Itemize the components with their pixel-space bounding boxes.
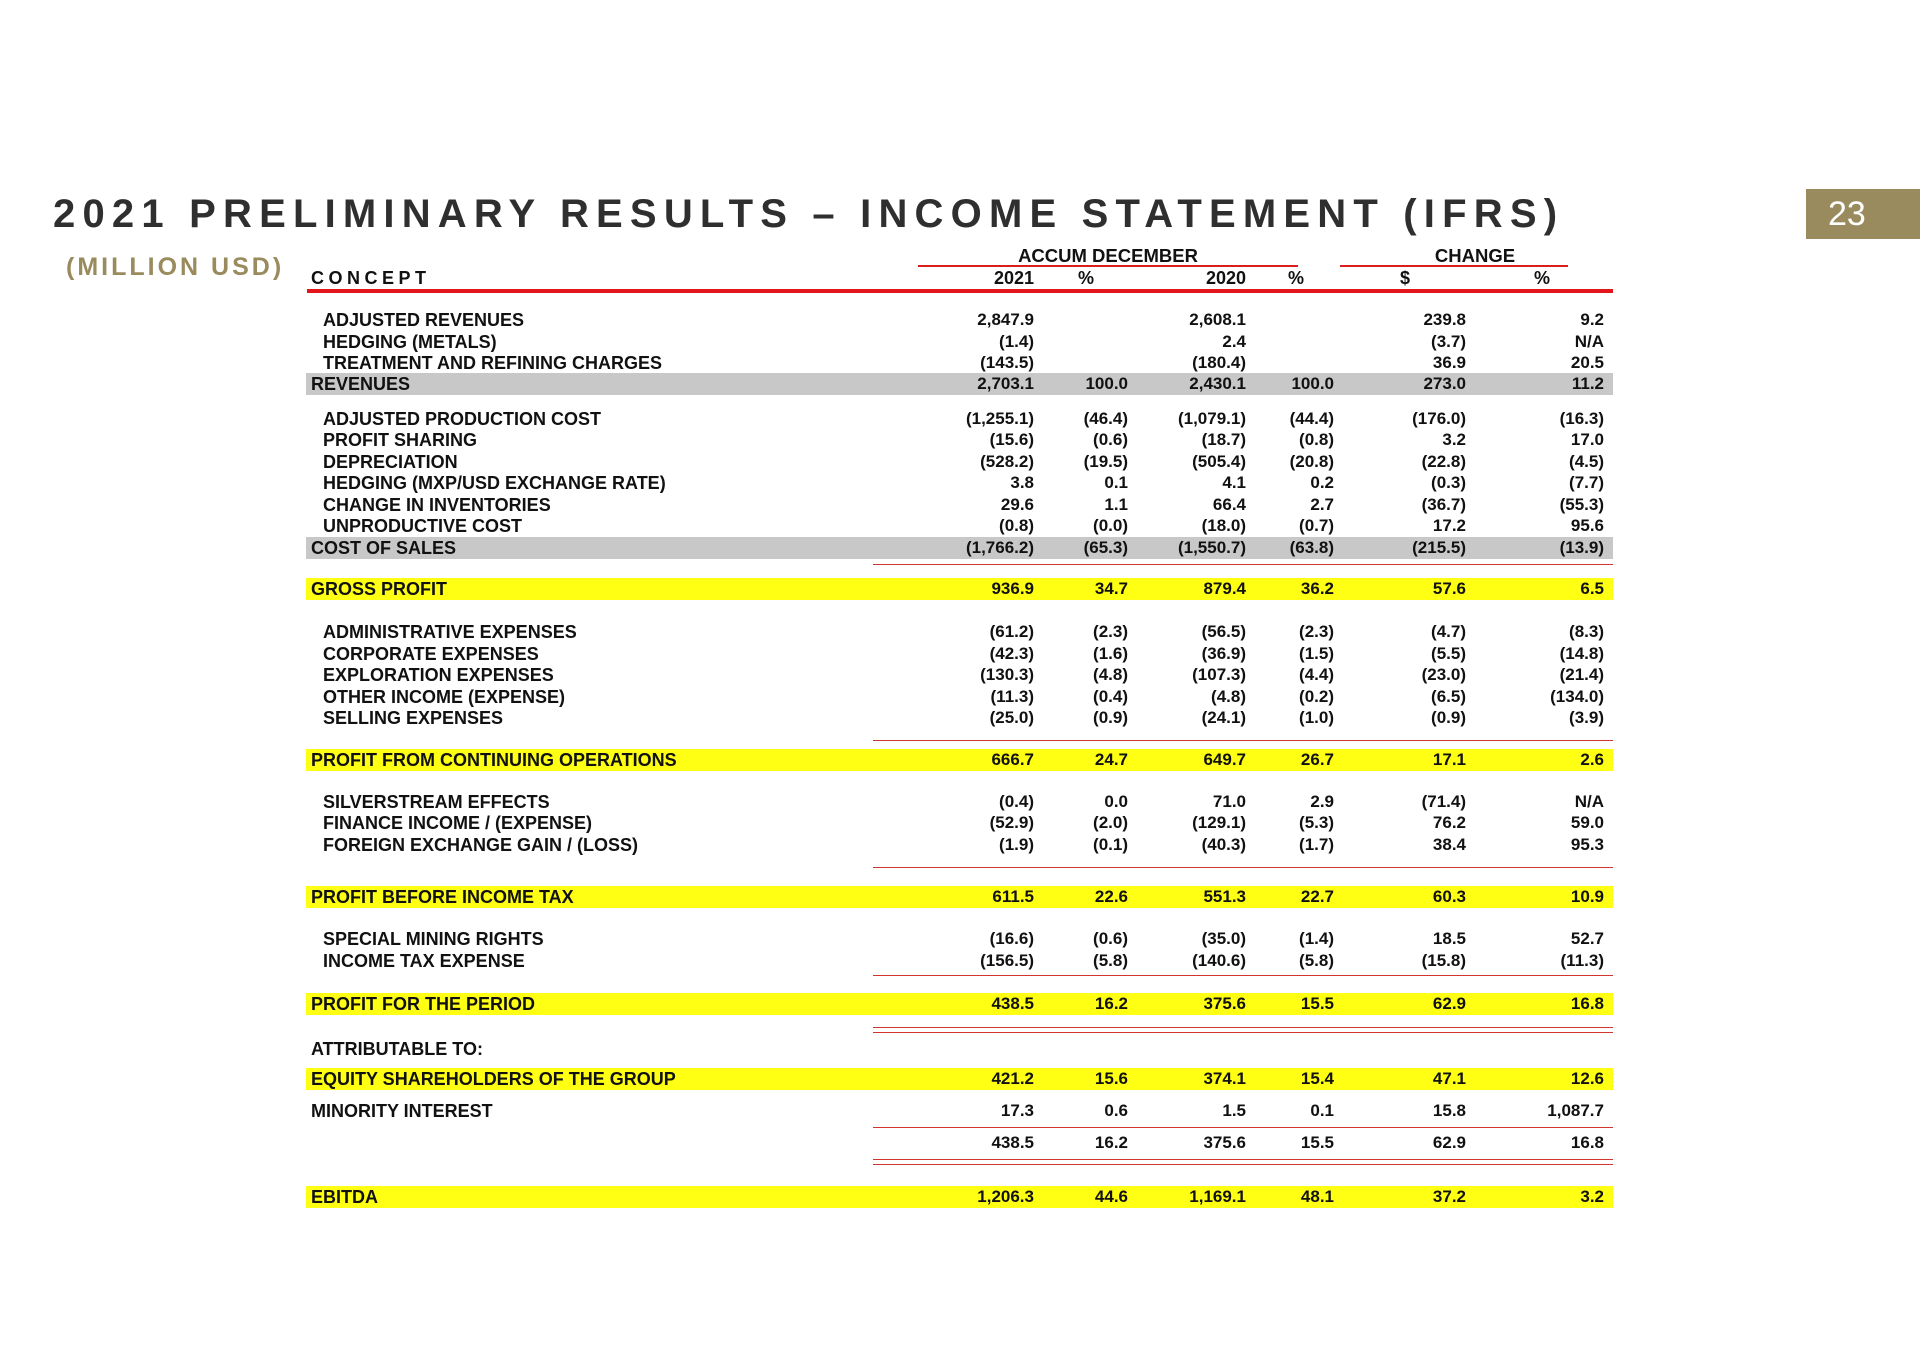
- row-label: ADMINISTRATIVE EXPENSES: [323, 622, 577, 642]
- cell-value: (3.9): [1569, 708, 1604, 727]
- cell-value: N/A: [1574, 332, 1604, 351]
- cell-value: (1.9): [999, 835, 1034, 854]
- cell-value: (1,255.1): [965, 409, 1034, 428]
- cell-value: (19.5): [1083, 452, 1128, 471]
- cell-value: (0.8): [999, 516, 1034, 535]
- cell-value: (129.1): [1192, 813, 1246, 832]
- cell-value: (56.5): [1201, 622, 1246, 641]
- cell-value: (176.0): [1412, 409, 1466, 428]
- table-row-income-tax-expense: [0, 950, 1920, 972]
- cell-value: 239.8: [1423, 310, 1466, 329]
- row-label: SILVERSTREAM EFFECTS: [323, 792, 550, 812]
- table-row-equity-shareholders-of-the-group: [0, 1068, 1920, 1090]
- col-header-2020: 2020: [1205, 268, 1246, 288]
- cell-value: 421.2: [991, 1069, 1034, 1088]
- cell-value: (18.0): [1201, 516, 1246, 535]
- cell-value: (1.4): [1299, 929, 1334, 948]
- cell-value: 17.2: [1432, 516, 1466, 535]
- cell-value: (15.6): [989, 430, 1034, 449]
- cell-value: (156.5): [980, 951, 1034, 970]
- cell-value: (505.4): [1192, 452, 1246, 471]
- table-row-exploration-expenses: [0, 664, 1920, 686]
- cell-value: (14.8): [1559, 644, 1604, 663]
- cell-value: (0.3): [1431, 473, 1466, 492]
- cell-value: 3.8: [1010, 473, 1034, 492]
- cell-value: (3.7): [1431, 332, 1466, 351]
- cell-value: (4.5): [1569, 452, 1604, 471]
- cell-value: (46.4): [1083, 409, 1128, 428]
- cell-value: 273.0: [1423, 374, 1466, 393]
- accum-header-underline: [918, 265, 1298, 267]
- cell-value: (0.0): [1093, 516, 1128, 535]
- cell-value: (1,766.2): [965, 538, 1034, 557]
- separator-line: [873, 1127, 1613, 1128]
- cell-value: (0.7): [1299, 516, 1334, 535]
- cell-value: 0.2: [1310, 473, 1334, 492]
- table-row-cost-of-sales: [0, 537, 1920, 559]
- cell-value: (0.8): [1299, 430, 1334, 449]
- separator-line: [873, 1032, 1613, 1033]
- cell-value: 15.5: [1300, 1133, 1334, 1152]
- cell-value: (0.1): [1093, 835, 1128, 854]
- table-row-special-mining-rights: [0, 928, 1920, 950]
- cell-value: 438.5: [991, 1133, 1034, 1152]
- cell-value: 1,169.1: [1189, 1187, 1246, 1206]
- cell-value: 10.9: [1570, 887, 1604, 906]
- cell-value: 2,608.1: [1189, 310, 1246, 329]
- cell-value: (55.3): [1559, 495, 1604, 514]
- cell-value: (0.4): [999, 792, 1034, 811]
- cell-value: 37.2: [1432, 1187, 1466, 1206]
- cell-value: (0.6): [1093, 929, 1128, 948]
- row-label: PROFIT FOR THE PERIOD: [311, 994, 536, 1014]
- cell-value: 47.1: [1432, 1069, 1466, 1088]
- cell-value: 2.6: [1580, 750, 1604, 769]
- cell-value: 3.2: [1580, 1187, 1604, 1206]
- cell-value: 438.5: [991, 994, 1034, 1013]
- cell-value: 551.3: [1203, 887, 1246, 906]
- cell-value: (52.9): [989, 813, 1034, 832]
- cell-value: (71.4): [1421, 792, 1466, 811]
- table-row-profit-sharing: [0, 429, 1920, 451]
- table-row-depreciation: [0, 451, 1920, 473]
- cell-value: 1.1: [1104, 495, 1128, 514]
- cell-value: 38.4: [1432, 835, 1466, 854]
- cell-value: (22.8): [1421, 452, 1466, 471]
- cell-value: 374.1: [1203, 1069, 1246, 1088]
- cell-value: (1.6): [1093, 644, 1128, 663]
- cell-value: (1.0): [1299, 708, 1334, 727]
- cell-value: (2.3): [1093, 622, 1128, 641]
- cell-value: (6.5): [1431, 687, 1466, 706]
- cell-value: 2.9: [1310, 792, 1334, 811]
- cell-value: 15.5: [1300, 994, 1334, 1013]
- cell-value: 44.6: [1094, 1187, 1128, 1206]
- cell-value: (16.6): [989, 929, 1034, 948]
- page-title: 2021 PRELIMINARY RESULTS – INCOME STATEMENT (IFRS): [53, 192, 1565, 236]
- table-row-treatment-and-refining-charges: [0, 352, 1920, 374]
- cell-value: 15.4: [1300, 1069, 1334, 1088]
- row-label: CHANGE IN INVENTORIES: [323, 495, 551, 515]
- separator-line: [873, 1164, 1613, 1165]
- cell-value: (5.8): [1299, 951, 1334, 970]
- cell-value: (61.2): [989, 622, 1034, 641]
- page-number-badge: 23: [1806, 189, 1920, 239]
- cell-value: (36.9): [1201, 644, 1246, 663]
- cell-value: 879.4: [1203, 579, 1246, 598]
- cell-value: 17.3: [1000, 1101, 1034, 1120]
- cell-value: 16.2: [1094, 1133, 1128, 1152]
- row-label: SPECIAL MINING RIGHTS: [323, 929, 544, 949]
- cell-value: (215.5): [1412, 538, 1466, 557]
- cell-value: 71.0: [1212, 792, 1246, 811]
- cell-value: 2,430.1: [1189, 374, 1246, 393]
- cell-value: 76.2: [1432, 813, 1466, 832]
- cell-value: (18.7): [1201, 430, 1246, 449]
- row-label: MINORITY INTEREST: [311, 1101, 493, 1121]
- col-header-pct-2020: %: [1287, 268, 1304, 288]
- cell-value: (0.9): [1093, 708, 1128, 727]
- cell-value: 4.1: [1222, 473, 1246, 492]
- table-row-change-in-inventories: [0, 494, 1920, 516]
- cell-value: (11.3): [1560, 951, 1604, 970]
- separator-line: [873, 1159, 1613, 1160]
- cell-value: (107.3): [1192, 665, 1246, 684]
- cell-value: (5.3): [1299, 813, 1334, 832]
- row-label: INCOME TAX EXPENSE: [323, 951, 525, 971]
- row-label: HEDGING (METALS): [323, 332, 497, 352]
- cell-value: 1,206.3: [977, 1187, 1034, 1206]
- cell-value: (16.3): [1559, 409, 1604, 428]
- row-label: REVENUES: [311, 374, 411, 394]
- cell-value: (143.5): [980, 353, 1034, 372]
- cell-value: 375.6: [1203, 994, 1246, 1013]
- accum-december-header: ACCUM DECEMBER: [1018, 245, 1198, 266]
- cell-value: 24.7: [1094, 750, 1128, 769]
- cell-value: 18.5: [1432, 929, 1466, 948]
- cell-value: (5.8): [1093, 951, 1128, 970]
- cell-value: (2.3): [1299, 622, 1334, 641]
- cell-value: (11.3): [990, 687, 1034, 706]
- cell-value: 52.7: [1570, 929, 1604, 948]
- table-row-adjusted-revenues: [0, 309, 1920, 331]
- table-row-profit-from-continuing-operations: [0, 749, 1920, 771]
- table-row-attributable-to: [0, 1038, 1920, 1060]
- table-row-finance-income-expense: [0, 812, 1920, 834]
- table-row-foreign-exchange-gain-loss: [0, 834, 1920, 856]
- cell-value: (1.4): [999, 332, 1034, 351]
- cell-value: 11.2: [1571, 374, 1604, 393]
- cell-value: 0.6: [1104, 1101, 1128, 1120]
- row-label: EQUITY SHAREHOLDERS OF THE GROUP: [311, 1069, 676, 1089]
- cell-value: (20.8): [1289, 452, 1334, 471]
- table-row-hedging-mxp-usd-exchange-rate: [0, 472, 1920, 494]
- cell-value: (4.7): [1431, 622, 1466, 641]
- cell-value: 0.0: [1104, 792, 1128, 811]
- cell-value: 2.7: [1310, 495, 1334, 514]
- cell-value: 34.7: [1094, 579, 1128, 598]
- cell-value: 59.0: [1570, 813, 1604, 832]
- cell-value: 12.6: [1570, 1069, 1604, 1088]
- table-row-silverstream-effects: [0, 791, 1920, 813]
- row-label: UNPRODUCTIVE COST: [323, 516, 523, 536]
- cell-value: (1.7): [1299, 835, 1334, 854]
- cell-value: (1.5): [1299, 644, 1334, 663]
- cell-value: 1,087.7: [1547, 1101, 1604, 1120]
- separator-line: [873, 564, 1613, 565]
- cell-value: 100.0: [1085, 374, 1128, 393]
- cell-value: (0.9): [1431, 708, 1466, 727]
- row-label: PROFIT FROM CONTINUING OPERATIONS: [311, 750, 677, 770]
- cell-value: 100.0: [1291, 374, 1334, 393]
- cell-value: 15.6: [1094, 1069, 1128, 1088]
- cell-value: 36.9: [1432, 353, 1466, 372]
- cell-value: 36.2: [1300, 579, 1334, 598]
- cell-value: (35.0): [1201, 929, 1246, 948]
- col-header-change-usd: $: [1399, 268, 1410, 288]
- cell-value: 15.8: [1432, 1101, 1466, 1120]
- cell-value: (21.4): [1559, 665, 1604, 684]
- cell-value: (0.6): [1093, 430, 1128, 449]
- cell-value: 20.5: [1570, 353, 1604, 372]
- separator-line: [873, 1027, 1613, 1028]
- row-label: SELLING EXPENSES: [323, 708, 504, 728]
- header-red-rule: [307, 289, 1613, 293]
- cell-value: (140.6): [1192, 951, 1246, 970]
- cell-value: (42.3): [989, 644, 1034, 663]
- cell-value: (4.4): [1299, 665, 1334, 684]
- cell-value: (23.0): [1421, 665, 1466, 684]
- table-row-revenues: [0, 373, 1920, 395]
- separator-line: [873, 975, 1613, 976]
- cell-value: (4.8): [1093, 665, 1128, 684]
- cell-value: (44.4): [1289, 409, 1334, 428]
- cell-value: 1.5: [1222, 1101, 1246, 1120]
- cell-value: (134.0): [1550, 687, 1604, 706]
- row-label: GROSS PROFIT: [311, 579, 448, 599]
- cell-value: (5.5): [1431, 644, 1466, 663]
- row-label: FINANCE INCOME / (EXPENSE): [323, 813, 593, 833]
- cell-value: 17.1: [1432, 750, 1466, 769]
- cell-value: (130.3): [980, 665, 1034, 684]
- row-label: DEPRECIATION: [323, 452, 458, 472]
- table-row-profit-for-the-period: [0, 993, 1920, 1015]
- row-label: ADJUSTED REVENUES: [323, 310, 525, 330]
- cell-value: 666.7: [991, 750, 1034, 769]
- cell-value: 22.6: [1094, 887, 1128, 906]
- cell-value: 95.3: [1570, 835, 1604, 854]
- row-label: EXPLORATION EXPENSES: [323, 665, 554, 685]
- row-label: FOREIGN EXCHANGE GAIN / (LOSS): [323, 835, 639, 855]
- col-header-2021: 2021: [993, 268, 1034, 288]
- cell-value: (0.4): [1093, 687, 1128, 706]
- cell-value: 936.9: [991, 579, 1034, 598]
- cell-value: (8.3): [1569, 622, 1604, 641]
- cell-value: 29.6: [1000, 495, 1034, 514]
- row-label: PROFIT BEFORE INCOME TAX: [311, 887, 574, 907]
- table-row-minority-interest: [0, 1100, 1920, 1122]
- cell-value: (13.9): [1559, 538, 1604, 557]
- row-label: ATTRIBUTABLE TO:: [311, 1039, 483, 1059]
- cell-value: 649.7: [1203, 750, 1246, 769]
- cell-value: 2,703.1: [977, 374, 1034, 393]
- cell-value: (65.3): [1083, 538, 1128, 557]
- cell-value: 48.1: [1300, 1187, 1334, 1206]
- table-row-total: [0, 1132, 1920, 1154]
- cell-value: 16.8: [1570, 994, 1604, 1013]
- cell-value: (36.7): [1421, 495, 1466, 514]
- cell-value: (24.1): [1201, 708, 1246, 727]
- table-row-hedging-metals: [0, 331, 1920, 353]
- row-label: OTHER INCOME (EXPENSE): [323, 687, 566, 707]
- cell-value: 17.0: [1570, 430, 1604, 449]
- cell-value: (1,079.1): [1177, 409, 1246, 428]
- col-header-change-pct: %: [1533, 268, 1550, 288]
- cell-value: N/A: [1574, 792, 1604, 811]
- separator-line: [873, 740, 1613, 741]
- table-row-corporate-expenses: [0, 643, 1920, 665]
- cell-value: 57.6: [1432, 579, 1466, 598]
- cell-value: 0.1: [1104, 473, 1128, 492]
- table-row-selling-expenses: [0, 707, 1920, 729]
- cell-value: 9.2: [1580, 310, 1604, 329]
- table-row-administrative-expenses: [0, 621, 1920, 643]
- row-label: CORPORATE EXPENSES: [323, 644, 539, 664]
- cell-value: (528.2): [980, 452, 1034, 471]
- cell-value: (1,550.7): [1177, 538, 1246, 557]
- cell-value: 0.1: [1310, 1101, 1334, 1120]
- cell-value: 375.6: [1203, 1133, 1246, 1152]
- cell-value: 2.4: [1222, 332, 1246, 351]
- cell-value: (4.8): [1211, 687, 1246, 706]
- row-label: HEDGING (MXP/USD EXCHANGE RATE): [323, 473, 666, 493]
- cell-value: (40.3): [1201, 835, 1246, 854]
- change-header-underline: [1340, 265, 1568, 267]
- cell-value: 611.5: [992, 887, 1034, 906]
- cell-value: 60.3: [1432, 887, 1466, 906]
- separator-line: [873, 867, 1613, 868]
- cell-value: 16.8: [1570, 1133, 1604, 1152]
- cell-value: 26.7: [1300, 750, 1334, 769]
- cell-value: (7.7): [1569, 473, 1604, 492]
- cell-value: 62.9: [1432, 1133, 1466, 1152]
- page-subtitle: (MILLION USD): [66, 253, 285, 281]
- cell-value: (2.0): [1093, 813, 1128, 832]
- col-header-pct-2021: %: [1077, 268, 1094, 288]
- table-row-ebitda: [0, 1186, 1920, 1208]
- concept-column-header: CONCEPT: [311, 268, 431, 288]
- table-row-gross-profit: [0, 578, 1920, 600]
- table-row-adjusted-production-cost: [0, 408, 1920, 430]
- cell-value: (180.4): [1192, 353, 1246, 372]
- table-row-other-income-expense: [0, 686, 1920, 708]
- row-label: ADJUSTED PRODUCTION COST: [323, 409, 602, 429]
- cell-value: 62.9: [1432, 994, 1466, 1013]
- cell-value: (0.2): [1299, 687, 1334, 706]
- cell-value: (25.0): [989, 708, 1034, 727]
- row-label: COST OF SALES: [311, 538, 457, 558]
- change-header: CHANGE: [1434, 245, 1516, 266]
- table-row-unproductive-cost: [0, 515, 1920, 537]
- cell-value: (63.8): [1289, 538, 1334, 557]
- row-label: PROFIT SHARING: [323, 430, 478, 450]
- cell-value: 16.2: [1094, 994, 1128, 1013]
- row-label: EBITDA: [311, 1187, 378, 1207]
- cell-value: 2,847.9: [977, 310, 1034, 329]
- row-label: TREATMENT AND REFINING CHARGES: [323, 353, 662, 373]
- cell-value: (15.8): [1421, 951, 1466, 970]
- cell-value: 3.2: [1442, 430, 1466, 449]
- cell-value: 66.4: [1212, 495, 1246, 514]
- cell-value: 22.7: [1300, 887, 1334, 906]
- cell-value: 95.6: [1570, 516, 1604, 535]
- cell-value: 6.5: [1580, 579, 1604, 598]
- table-row-profit-before-income-tax: [0, 886, 1920, 908]
